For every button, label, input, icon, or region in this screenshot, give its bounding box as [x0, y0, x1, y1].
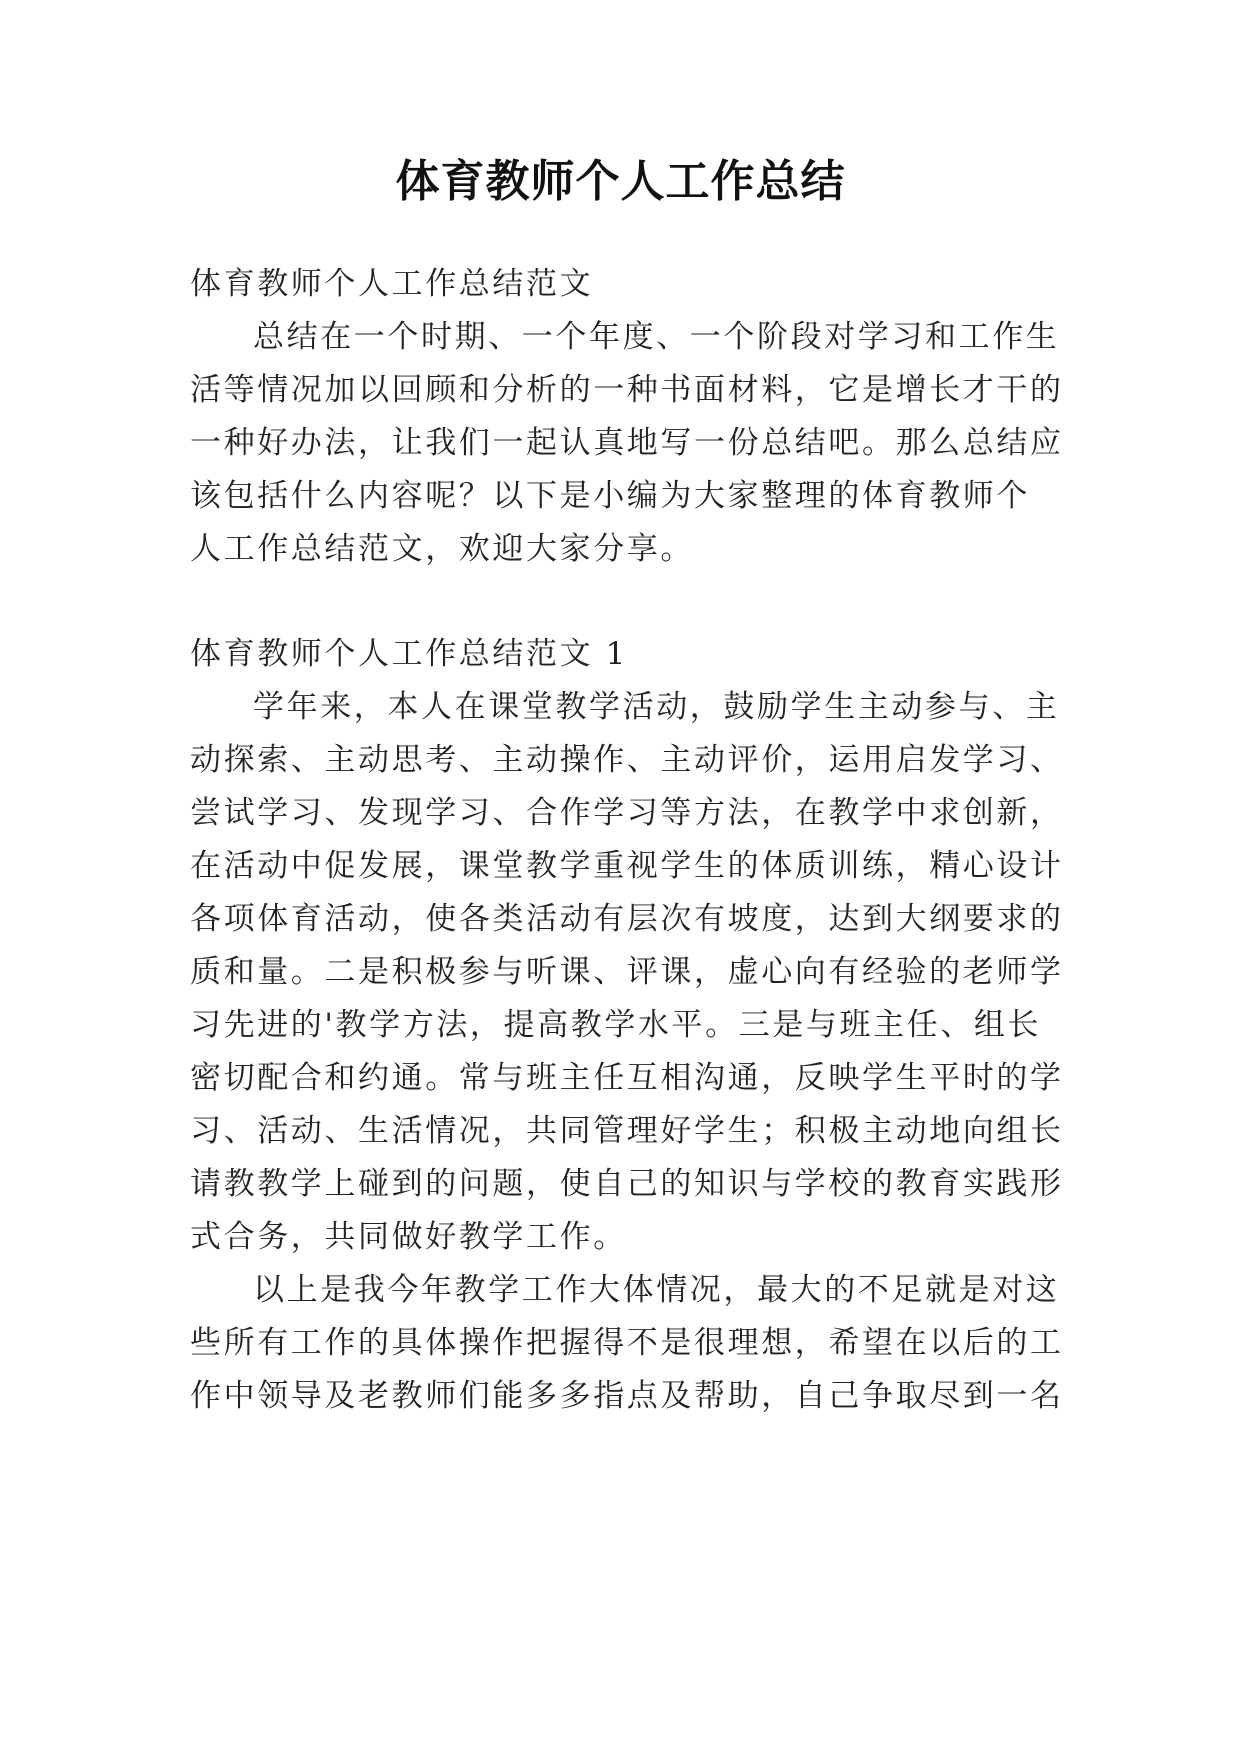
intro-line: 活等情况加以回顾和分析的一种书面材料，它是增长才干的	[190, 372, 1064, 408]
paragraph-line: 些所有工作的具体操作把握得不是很理想，希望在以后的工	[190, 1325, 1064, 1361]
paragraph-line: 作中领导及老教师们能多多指点及帮助，自己争取尽到一名	[190, 1378, 1064, 1414]
intro-line: 人工作总结范文，欢迎大家分享。	[190, 531, 694, 567]
paragraph-line: 质和量。二是积极参与听课、评课，虚心向有经验的老师学	[190, 954, 1064, 990]
paragraph-line: 尝试学习、发现学习、合作学习等方法，在教学中求创新，	[190, 795, 1064, 831]
paragraph-line: 动探索、主动思考、主动操作、主动评价，运用启发学习、	[190, 742, 1064, 778]
paragraph-line: 习先进的'教学方法，提高教学水平。三是与班主任、组长	[190, 1007, 1042, 1043]
intro-line: 一种好办法，让我们一起认真地写一份总结吧。那么总结应	[190, 425, 1064, 461]
document-title: 体育教师个人工作总结	[395, 156, 846, 207]
paragraph-line: 以上是我今年教学工作大体情况，最大的不足就是对这	[253, 1272, 1060, 1308]
paragraph-line: 各项体育活动，使各类活动有层次有坡度，达到大纲要求的	[190, 901, 1064, 937]
paragraph-line: 密切配合和约通。常与班主任互相沟通，反映学生平时的学	[190, 1060, 1064, 1096]
paragraph-line: 习、活动、生活情况，共同管理好学生；积极主动地向组长	[190, 1113, 1064, 1149]
intro-line: 该包括什么内容呢？以下是小编为大家整理的体育教师个	[190, 478, 1030, 514]
paragraph-line: 式合务，共同做好教学工作。	[190, 1219, 627, 1255]
paragraph-line: 在活动中促发展，课堂教学重视学生的体质训练，精心设计	[190, 848, 1064, 884]
paragraph-line: 请教教学上碰到的问题，使自己的知识与学校的教育实践形	[190, 1166, 1064, 1202]
section-heading: 体育教师个人工作总结范文	[190, 266, 594, 302]
paragraph-line: 学年来，本人在课堂教学活动，鼓励学生主动参与、主	[253, 689, 1060, 725]
intro-line: 总结在一个时期、一个年度、一个阶段对学习和工作生	[253, 319, 1060, 355]
section-heading: 体育教师个人工作总结范文 1	[190, 636, 628, 672]
